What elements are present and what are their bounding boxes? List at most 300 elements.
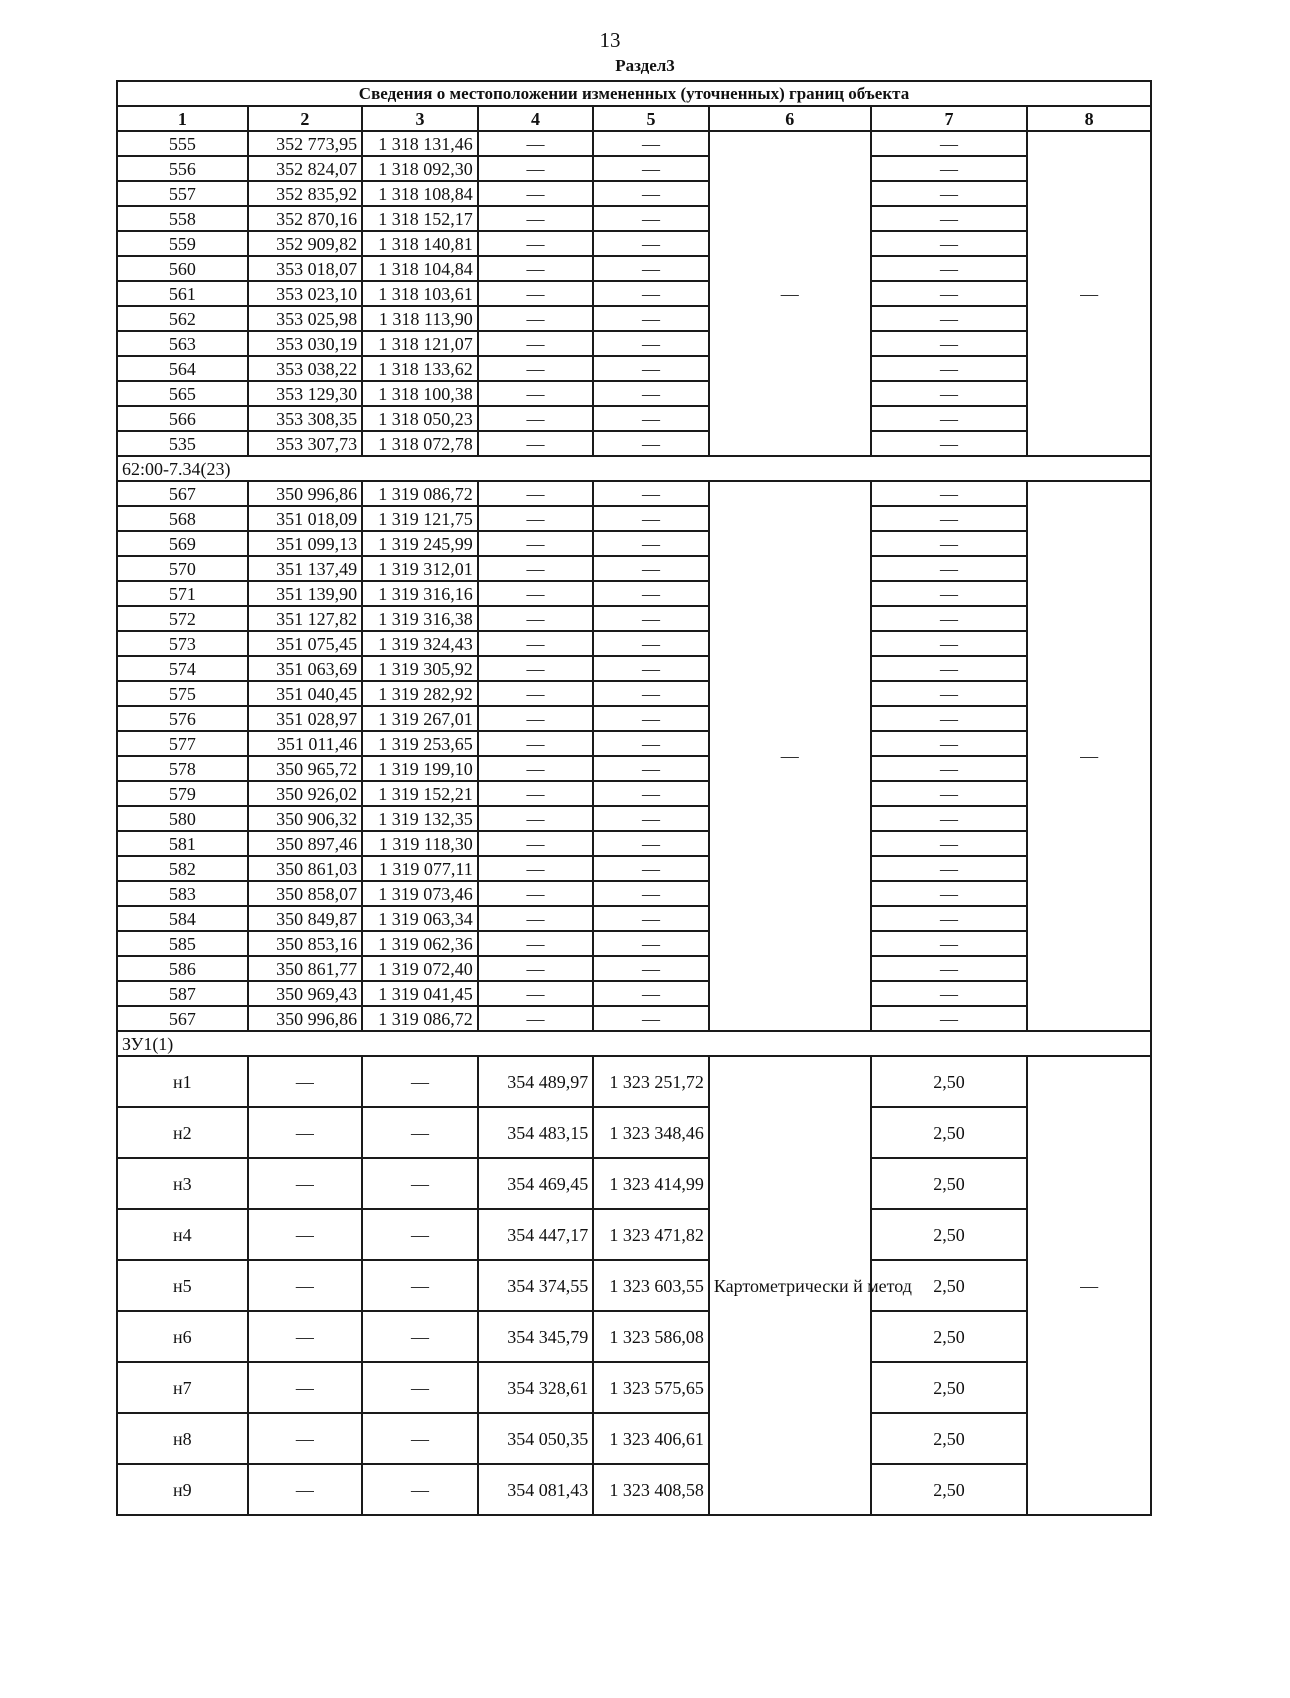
merged-dash-col6: — bbox=[709, 131, 871, 456]
coord-y: 1 323 414,99 bbox=[593, 1158, 709, 1209]
dash-cell: — bbox=[478, 956, 594, 981]
point-id: 577 bbox=[117, 731, 248, 756]
dash-cell: — bbox=[593, 356, 709, 381]
dash-cell: — bbox=[871, 831, 1028, 856]
column-number: 4 bbox=[478, 106, 594, 131]
dash-cell: — bbox=[593, 181, 709, 206]
dash-cell: — bbox=[871, 1006, 1028, 1031]
point-id: 559 bbox=[117, 231, 248, 256]
table-row bbox=[117, 556, 1151, 581]
accuracy-value: 2,50 bbox=[871, 1209, 1028, 1260]
dash-cell: — bbox=[593, 906, 709, 931]
coord-x: 353 038,22 bbox=[248, 356, 363, 381]
coord-x: 352 824,07 bbox=[248, 156, 363, 181]
table-row bbox=[117, 156, 1151, 181]
table-row bbox=[117, 381, 1151, 406]
dash-cell: — bbox=[478, 1006, 594, 1031]
group-row bbox=[117, 456, 1151, 481]
coord-x: 352 870,16 bbox=[248, 206, 363, 231]
dash-cell: — bbox=[478, 281, 594, 306]
dash-cell: — bbox=[871, 181, 1028, 206]
coord-y: 1 318 152,17 bbox=[362, 206, 478, 231]
coord-y: 1 323 408,58 bbox=[593, 1464, 709, 1515]
coord-y: 1 319 062,36 bbox=[362, 931, 478, 956]
dash-cell: — bbox=[248, 1158, 363, 1209]
dash-cell: — bbox=[593, 756, 709, 781]
point-id: 557 bbox=[117, 181, 248, 206]
coord-y: 1 319 282,92 bbox=[362, 681, 478, 706]
coord-y: 1 318 108,84 bbox=[362, 181, 478, 206]
column-number: 1 bbox=[117, 106, 248, 131]
coord-x: 351 139,90 bbox=[248, 581, 363, 606]
coord-x: 353 025,98 bbox=[248, 306, 363, 331]
dash-cell: — bbox=[478, 506, 594, 531]
dash-cell: — bbox=[362, 1464, 478, 1515]
dash-cell: — bbox=[871, 231, 1028, 256]
merged-dash-col8: — bbox=[1027, 481, 1151, 1031]
dash-cell: — bbox=[362, 1209, 478, 1260]
dash-cell: — bbox=[593, 156, 709, 181]
dash-cell: — bbox=[593, 506, 709, 531]
point-id: н1 bbox=[117, 1056, 248, 1107]
table-row bbox=[117, 431, 1151, 456]
dash-cell: — bbox=[593, 831, 709, 856]
table-caption-row bbox=[117, 81, 1151, 106]
dash-cell: — bbox=[478, 881, 594, 906]
coord-y: 1 323 471,82 bbox=[593, 1209, 709, 1260]
point-id: н3 bbox=[117, 1158, 248, 1209]
point-id: 576 bbox=[117, 706, 248, 731]
dash-cell: — bbox=[593, 881, 709, 906]
coord-y: 1 319 063,34 bbox=[362, 906, 478, 931]
coord-x: 350 853,16 bbox=[248, 931, 363, 956]
column-number: 3 bbox=[362, 106, 478, 131]
table-row bbox=[117, 781, 1151, 806]
dash-cell: — bbox=[871, 281, 1028, 306]
dash-cell: — bbox=[248, 1362, 363, 1413]
dash-cell: — bbox=[478, 831, 594, 856]
coord-y: 1 323 586,08 bbox=[593, 1311, 709, 1362]
point-id: н9 bbox=[117, 1464, 248, 1515]
dash-cell: — bbox=[478, 806, 594, 831]
table-row bbox=[117, 1260, 1151, 1311]
table-row bbox=[117, 1158, 1151, 1209]
coord-x: 354 447,17 bbox=[478, 1209, 594, 1260]
dash-cell: — bbox=[871, 981, 1028, 1006]
dash-cell: — bbox=[478, 756, 594, 781]
table-row bbox=[117, 606, 1151, 631]
dash-cell: — bbox=[478, 531, 594, 556]
dash-cell: — bbox=[593, 606, 709, 631]
coord-y: 1 319 086,72 bbox=[362, 481, 478, 506]
dash-cell: — bbox=[478, 606, 594, 631]
dash-cell: — bbox=[248, 1056, 363, 1107]
table-row bbox=[117, 256, 1151, 281]
point-id: 568 bbox=[117, 506, 248, 531]
dash-cell: — bbox=[871, 206, 1028, 231]
dash-cell: — bbox=[593, 806, 709, 831]
coord-x: 353 030,19 bbox=[248, 331, 363, 356]
dash-cell: — bbox=[248, 1107, 363, 1158]
table-row bbox=[117, 731, 1151, 756]
point-id: 562 bbox=[117, 306, 248, 331]
coord-y: 1 318 131,46 bbox=[362, 131, 478, 156]
accuracy-value: 2,50 bbox=[871, 1260, 1028, 1311]
dash-cell: — bbox=[478, 681, 594, 706]
coord-x: 351 127,82 bbox=[248, 606, 363, 631]
point-id: н2 bbox=[117, 1107, 248, 1158]
coord-x: 354 345,79 bbox=[478, 1311, 594, 1362]
coord-x: 352 909,82 bbox=[248, 231, 363, 256]
dash-cell: — bbox=[362, 1260, 478, 1311]
table-row bbox=[117, 706, 1151, 731]
column-number-row bbox=[117, 106, 1151, 131]
coord-x: 352 835,92 bbox=[248, 181, 363, 206]
accuracy-value: 2,50 bbox=[871, 1158, 1028, 1209]
table-caption: Сведения о местоположении измененных (уточненных) границ объекта bbox=[117, 81, 1151, 106]
coord-x: 354 483,15 bbox=[478, 1107, 594, 1158]
dash-cell: — bbox=[478, 156, 594, 181]
accuracy-value: 2,50 bbox=[871, 1107, 1028, 1158]
dash-cell: — bbox=[871, 381, 1028, 406]
dash-cell: — bbox=[478, 981, 594, 1006]
coord-y: 1 319 245,99 bbox=[362, 531, 478, 556]
table-row bbox=[117, 581, 1151, 606]
dash-cell: — bbox=[593, 631, 709, 656]
dash-cell: — bbox=[478, 781, 594, 806]
point-id: н8 bbox=[117, 1413, 248, 1464]
dash-cell: — bbox=[593, 856, 709, 881]
coord-x: 351 099,13 bbox=[248, 531, 363, 556]
dash-cell: — bbox=[871, 156, 1028, 181]
section-title: Раздел3 bbox=[615, 56, 675, 75]
point-id: 558 bbox=[117, 206, 248, 231]
dash-cell: — bbox=[593, 731, 709, 756]
column-number: 7 bbox=[871, 106, 1028, 131]
coord-x: 351 011,46 bbox=[248, 731, 363, 756]
table-row bbox=[117, 831, 1151, 856]
table-row bbox=[117, 531, 1151, 556]
dash-cell: — bbox=[871, 656, 1028, 681]
point-id: н5 bbox=[117, 1260, 248, 1311]
dash-cell: — bbox=[248, 1209, 363, 1260]
dash-cell: — bbox=[248, 1464, 363, 1515]
table-row bbox=[117, 1362, 1151, 1413]
dash-cell: — bbox=[871, 606, 1028, 631]
table-row bbox=[117, 206, 1151, 231]
dash-cell: — bbox=[248, 1413, 363, 1464]
dash-cell: — bbox=[871, 881, 1028, 906]
dash-cell: — bbox=[478, 856, 594, 881]
dash-cell: — bbox=[478, 381, 594, 406]
coord-x: 354 328,61 bbox=[478, 1362, 594, 1413]
coord-y: 1 318 113,90 bbox=[362, 306, 478, 331]
coord-y: 1 319 316,16 bbox=[362, 581, 478, 606]
table-row bbox=[117, 506, 1151, 531]
coord-y: 1 318 100,38 bbox=[362, 381, 478, 406]
accuracy-value: 2,50 bbox=[871, 1311, 1028, 1362]
coord-y: 1 318 121,07 bbox=[362, 331, 478, 356]
table-row bbox=[117, 1056, 1151, 1107]
point-id: 556 bbox=[117, 156, 248, 181]
dash-cell: — bbox=[593, 206, 709, 231]
dash-cell: — bbox=[478, 406, 594, 431]
coord-x: 350 969,43 bbox=[248, 981, 363, 1006]
dash-cell: — bbox=[478, 256, 594, 281]
dash-cell: — bbox=[871, 631, 1028, 656]
dash-cell: — bbox=[871, 756, 1028, 781]
dash-cell: — bbox=[593, 306, 709, 331]
point-id: 569 bbox=[117, 531, 248, 556]
point-id: 570 bbox=[117, 556, 248, 581]
coord-y: 1 318 133,62 bbox=[362, 356, 478, 381]
point-id: 561 bbox=[117, 281, 248, 306]
table-row bbox=[117, 406, 1151, 431]
dash-cell: — bbox=[871, 506, 1028, 531]
coord-y: 1 319 132,35 bbox=[362, 806, 478, 831]
point-id: 573 bbox=[117, 631, 248, 656]
point-id: 584 bbox=[117, 906, 248, 931]
dash-cell: — bbox=[871, 706, 1028, 731]
boundary-coordinates-table bbox=[116, 80, 1152, 1516]
coord-y: 1 318 092,30 bbox=[362, 156, 478, 181]
parcel-label: ЗУ1(1) bbox=[117, 1031, 1151, 1056]
dash-cell: — bbox=[593, 956, 709, 981]
table-row bbox=[117, 656, 1151, 681]
point-id: 566 bbox=[117, 406, 248, 431]
coord-x: 351 063,69 bbox=[248, 656, 363, 681]
point-id: 574 bbox=[117, 656, 248, 681]
dash-cell: — bbox=[593, 281, 709, 306]
dash-cell: — bbox=[593, 931, 709, 956]
dash-cell: — bbox=[593, 681, 709, 706]
coord-y: 1 319 121,75 bbox=[362, 506, 478, 531]
table-row bbox=[117, 931, 1151, 956]
accuracy-value: 2,50 bbox=[871, 1464, 1028, 1515]
table-row bbox=[117, 131, 1151, 156]
point-id: 586 bbox=[117, 956, 248, 981]
coord-x: 354 081,43 bbox=[478, 1464, 594, 1515]
dash-cell: — bbox=[362, 1311, 478, 1362]
dash-cell: — bbox=[593, 231, 709, 256]
dash-cell: — bbox=[593, 581, 709, 606]
coord-y: 1 319 077,11 bbox=[362, 856, 478, 881]
table-row bbox=[117, 306, 1151, 331]
dash-cell: — bbox=[871, 431, 1028, 456]
merged-dash-col8: — bbox=[1027, 131, 1151, 456]
dash-cell: — bbox=[593, 131, 709, 156]
coord-x: 351 028,97 bbox=[248, 706, 363, 731]
coord-y: 1 318 103,61 bbox=[362, 281, 478, 306]
coord-y: 1 318 072,78 bbox=[362, 431, 478, 456]
dash-cell: — bbox=[478, 706, 594, 731]
point-id: н7 bbox=[117, 1362, 248, 1413]
coord-x: 352 773,95 bbox=[248, 131, 363, 156]
dash-cell: — bbox=[478, 131, 594, 156]
coord-x: 353 018,07 bbox=[248, 256, 363, 281]
table-row bbox=[117, 231, 1151, 256]
dash-cell: — bbox=[871, 531, 1028, 556]
parcel-label: 62:00-7.34(23) bbox=[117, 456, 1151, 481]
dash-cell: — bbox=[871, 931, 1028, 956]
point-id: 535 bbox=[117, 431, 248, 456]
coord-x: 354 469,45 bbox=[478, 1158, 594, 1209]
coord-x: 354 050,35 bbox=[478, 1413, 594, 1464]
coord-y: 1 319 072,40 bbox=[362, 956, 478, 981]
accuracy-value: 2,50 bbox=[871, 1413, 1028, 1464]
table-row bbox=[117, 906, 1151, 931]
dash-cell: — bbox=[871, 681, 1028, 706]
coord-x: 350 926,02 bbox=[248, 781, 363, 806]
dash-cell: — bbox=[871, 256, 1028, 281]
dash-cell: — bbox=[478, 206, 594, 231]
dash-cell: — bbox=[593, 556, 709, 581]
table-row bbox=[117, 1209, 1151, 1260]
coord-y: 1 318 140,81 bbox=[362, 231, 478, 256]
dash-cell: — bbox=[871, 956, 1028, 981]
dash-cell: — bbox=[593, 331, 709, 356]
dash-cell: — bbox=[593, 706, 709, 731]
dash-cell: — bbox=[593, 406, 709, 431]
dash-cell: — bbox=[871, 556, 1028, 581]
coord-x: 353 023,10 bbox=[248, 281, 363, 306]
coord-y: 1 319 199,10 bbox=[362, 756, 478, 781]
dash-cell: — bbox=[593, 431, 709, 456]
dash-cell: — bbox=[478, 231, 594, 256]
coord-x: 353 307,73 bbox=[248, 431, 363, 456]
page-number: 13 bbox=[599, 28, 621, 52]
table-row bbox=[117, 281, 1151, 306]
dash-cell: — bbox=[478, 906, 594, 931]
coord-y: 1 319 073,46 bbox=[362, 881, 478, 906]
coord-y: 1 319 324,43 bbox=[362, 631, 478, 656]
dash-cell: — bbox=[871, 731, 1028, 756]
point-id: 563 bbox=[117, 331, 248, 356]
dash-cell: — bbox=[871, 856, 1028, 881]
coord-y: 1 323 575,65 bbox=[593, 1362, 709, 1413]
coord-x: 351 018,09 bbox=[248, 506, 363, 531]
point-id: 587 bbox=[117, 981, 248, 1006]
dash-cell: — bbox=[478, 731, 594, 756]
dash-cell: — bbox=[593, 531, 709, 556]
table-row bbox=[117, 681, 1151, 706]
coord-y: 1 319 312,01 bbox=[362, 556, 478, 581]
dash-cell: — bbox=[478, 481, 594, 506]
coord-y: 1 318 104,84 bbox=[362, 256, 478, 281]
coord-x: 353 308,35 bbox=[248, 406, 363, 431]
coord-x: 351 040,45 bbox=[248, 681, 363, 706]
dash-cell: — bbox=[593, 1006, 709, 1031]
dash-cell: — bbox=[593, 781, 709, 806]
method-cell: Картометрически й метод bbox=[709, 1056, 871, 1515]
point-id: н6 bbox=[117, 1311, 248, 1362]
column-number: 8 bbox=[1027, 106, 1151, 131]
accuracy-value: 2,50 bbox=[871, 1362, 1028, 1413]
dash-cell: — bbox=[248, 1311, 363, 1362]
coord-y: 1 319 316,38 bbox=[362, 606, 478, 631]
point-id: 585 bbox=[117, 931, 248, 956]
dash-cell: — bbox=[871, 331, 1028, 356]
point-id: 579 bbox=[117, 781, 248, 806]
table-row bbox=[117, 1107, 1151, 1158]
coord-x: 351 075,45 bbox=[248, 631, 363, 656]
dash-cell: — bbox=[871, 806, 1028, 831]
point-id: 581 bbox=[117, 831, 248, 856]
merged-dash-col6: — bbox=[709, 481, 871, 1031]
point-id: 580 bbox=[117, 806, 248, 831]
coord-x: 354 374,55 bbox=[478, 1260, 594, 1311]
coord-y: 1 323 406,61 bbox=[593, 1413, 709, 1464]
group-row bbox=[117, 1031, 1151, 1056]
table-row bbox=[117, 756, 1151, 781]
coord-y: 1 319 267,01 bbox=[362, 706, 478, 731]
table-row bbox=[117, 356, 1151, 381]
column-number: 6 bbox=[709, 106, 871, 131]
dash-cell: — bbox=[478, 356, 594, 381]
table-row bbox=[117, 1464, 1151, 1515]
point-id: 571 bbox=[117, 581, 248, 606]
coord-y: 1 319 118,30 bbox=[362, 831, 478, 856]
point-id: 583 bbox=[117, 881, 248, 906]
dash-cell: — bbox=[593, 256, 709, 281]
coord-y: 1 319 152,21 bbox=[362, 781, 478, 806]
point-id: н4 bbox=[117, 1209, 248, 1260]
dash-cell: — bbox=[593, 381, 709, 406]
dash-cell: — bbox=[362, 1056, 478, 1107]
accuracy-value: 2,50 bbox=[871, 1056, 1028, 1107]
dash-cell: — bbox=[362, 1107, 478, 1158]
dash-cell: — bbox=[871, 356, 1028, 381]
coord-x: 350 858,07 bbox=[248, 881, 363, 906]
table-row bbox=[117, 981, 1151, 1006]
point-id: 567 bbox=[117, 481, 248, 506]
dash-cell: — bbox=[478, 931, 594, 956]
coord-y: 1 319 041,45 bbox=[362, 981, 478, 1006]
point-id: 567 bbox=[117, 1006, 248, 1031]
coord-x: 350 906,32 bbox=[248, 806, 363, 831]
table-row bbox=[117, 1311, 1151, 1362]
table-row bbox=[117, 481, 1151, 506]
merged-dash-col8: — bbox=[1027, 1056, 1151, 1515]
coord-y: 1 323 251,72 bbox=[593, 1056, 709, 1107]
coord-x: 350 897,46 bbox=[248, 831, 363, 856]
table-row bbox=[117, 956, 1151, 981]
column-number: 5 bbox=[593, 106, 709, 131]
coord-x: 350 965,72 bbox=[248, 756, 363, 781]
coord-x: 350 996,86 bbox=[248, 1006, 363, 1031]
point-id: 564 bbox=[117, 356, 248, 381]
dash-cell: — bbox=[478, 581, 594, 606]
dash-cell: — bbox=[478, 306, 594, 331]
dash-cell: — bbox=[871, 481, 1028, 506]
table-row bbox=[117, 181, 1151, 206]
point-id: 575 bbox=[117, 681, 248, 706]
table-row bbox=[117, 881, 1151, 906]
coord-x: 350 849,87 bbox=[248, 906, 363, 931]
dash-cell: — bbox=[478, 181, 594, 206]
coord-x: 350 861,77 bbox=[248, 956, 363, 981]
dash-cell: — bbox=[248, 1260, 363, 1311]
coord-y: 1 323 603,55 bbox=[593, 1260, 709, 1311]
coord-y: 1 319 305,92 bbox=[362, 656, 478, 681]
dash-cell: — bbox=[362, 1158, 478, 1209]
dash-cell: — bbox=[871, 306, 1028, 331]
table-row bbox=[117, 1006, 1151, 1031]
coord-x: 351 137,49 bbox=[248, 556, 363, 581]
dash-cell: — bbox=[362, 1413, 478, 1464]
dash-cell: — bbox=[871, 406, 1028, 431]
point-id: 560 bbox=[117, 256, 248, 281]
